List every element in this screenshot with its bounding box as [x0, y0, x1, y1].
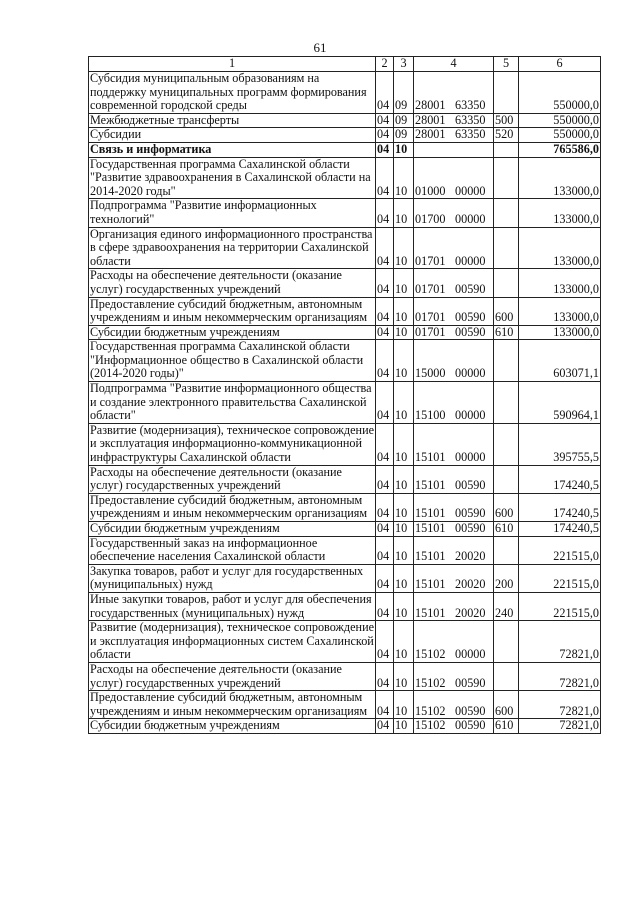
expense-type-cell: 610	[494, 325, 519, 340]
row-name-cell: Субсидии бюджетным учреждениям	[89, 325, 376, 340]
table-row	[89, 325, 601, 340]
row-name-cell: Иные закупки товаров, работ и услуг для обеспечения государственных (муниципальных) нужд	[89, 592, 376, 620]
amount-cell: 174240,5	[519, 522, 601, 537]
table-row	[89, 423, 601, 465]
target-code-part2: 00590	[455, 281, 486, 296]
target-code-part1: 01701	[415, 253, 446, 268]
table-row	[89, 72, 601, 114]
row-name-cell: Подпрограмма "Развитие информационного общества и создание электронного правительства Сахалинской области"	[89, 382, 376, 424]
subsection-code-cell: 10	[394, 536, 414, 564]
page-number: 61	[313, 40, 327, 55]
table-row	[89, 157, 601, 199]
amount-cell: 221515,0	[519, 592, 601, 620]
section-code-cell: 04	[376, 72, 394, 114]
amount-cell: 72821,0	[519, 621, 601, 663]
table-row	[89, 269, 601, 297]
amount-cell: 133000,0	[519, 325, 601, 340]
expense-type-cell: 500	[494, 113, 519, 128]
table-row	[89, 297, 601, 325]
target-code-part2: 00590	[455, 675, 486, 690]
target-code-cell	[414, 423, 494, 465]
subsection-code-cell: 10	[394, 522, 414, 537]
table-row	[89, 522, 601, 537]
column-header: 3	[394, 57, 414, 72]
target-code-part2: 00000	[455, 253, 486, 268]
target-code-part1: 15100	[415, 408, 446, 423]
expense-type-cell	[494, 465, 519, 493]
expense-type-cell	[494, 423, 519, 465]
table-row	[89, 592, 601, 620]
subsection-code-cell: 10	[394, 382, 414, 424]
table-row	[89, 340, 601, 382]
amount-cell: 603071,1	[519, 340, 601, 382]
budget-table-body	[89, 57, 601, 734]
target-code-part2: 00590	[455, 325, 486, 339]
subsection-code-cell: 10	[394, 227, 414, 269]
amount-cell: 550000,0	[519, 128, 601, 143]
section-code-cell: 04	[376, 465, 394, 493]
expense-type-cell	[494, 621, 519, 663]
table-row	[89, 719, 601, 734]
amount-cell: 765586,0	[519, 142, 601, 157]
row-name-cell: Расходы на обеспечение деятельности (оказание услуг) государственных учреждений	[89, 662, 376, 690]
table-row	[89, 382, 601, 424]
column-header: 4	[414, 57, 494, 72]
subsection-code-cell: 09	[394, 113, 414, 128]
target-code-part2: 00000	[455, 366, 486, 381]
target-code-part1: 01000	[415, 183, 446, 198]
target-code-cell	[414, 592, 494, 620]
target-code-part1: 01701	[415, 325, 446, 339]
row-name-cell: Субсидия муниципальным образованиям на поддержку муниципальных программ формирования современной городской среды	[89, 72, 376, 114]
table-row	[89, 227, 601, 269]
target-code-part2: 20020	[455, 605, 486, 620]
target-code-part1: 15101	[415, 605, 446, 620]
section-code-cell: 04	[376, 662, 394, 690]
target-code-cell	[414, 621, 494, 663]
table-row	[89, 142, 601, 157]
amount-cell: 395755,5	[519, 423, 601, 465]
row-name-cell: Субсидии	[89, 128, 376, 143]
row-name-cell: Организация единого информационного пространства в сфере здравоохранения на территории Сахалинской области	[89, 227, 376, 269]
target-code-cell	[414, 128, 494, 143]
table-row	[89, 465, 601, 493]
section-code-cell: 04	[376, 157, 394, 199]
row-name-cell: Развитие (модернизация), техническое сопровождение и эксплуатация информационных систем Сахалинской области	[90, 620, 374, 662]
section-code-cell: 04	[376, 564, 394, 592]
target-code-part1: 15101	[415, 450, 446, 465]
table-row	[89, 536, 601, 564]
row-name-cell: Расходы на обеспечение деятельности (оказание услуг) государственных учреждений	[89, 269, 376, 297]
target-code-part1: 01700	[415, 211, 446, 226]
section-code-cell: 04	[376, 128, 394, 143]
target-code-part1: 15101	[415, 521, 446, 535]
table-row	[89, 564, 601, 592]
target-code-cell	[414, 662, 494, 690]
expense-type-cell	[494, 157, 519, 199]
target-code-cell	[414, 72, 494, 114]
column-header-row	[89, 57, 601, 72]
expense-type-cell: 610	[494, 522, 519, 537]
expense-type-cell: 200	[494, 564, 519, 592]
target-code-part2: 20020	[455, 577, 486, 592]
subsection-code-cell: 10	[394, 564, 414, 592]
target-code-cell	[414, 522, 494, 537]
row-name-cell: Подпрограмма "Развитие информационных технологий"	[89, 199, 376, 227]
target-code-part2: 00000	[455, 450, 486, 465]
section-code-cell: 04	[376, 269, 394, 297]
target-code-cell	[414, 691, 494, 719]
section-code-cell: 04	[376, 522, 394, 537]
target-code-cell	[414, 113, 494, 128]
target-code-part1: 28001	[415, 113, 446, 127]
target-code-part1: 01701	[415, 310, 446, 325]
subsection-code-cell: 10	[394, 465, 414, 493]
target-code-part1: 15000	[415, 366, 446, 381]
expense-type-cell: 520	[494, 128, 519, 143]
subsection-code-cell: 10	[394, 157, 414, 199]
section-code-cell: 04	[376, 621, 394, 663]
column-header: 2	[376, 57, 394, 72]
target-code-cell	[414, 465, 494, 493]
expense-type-cell	[494, 662, 519, 690]
section-code-cell: 04	[376, 493, 394, 521]
section-code-cell: 04	[376, 691, 394, 719]
target-code-part1: 15101	[415, 478, 446, 493]
target-code-part2: 00000	[455, 183, 486, 198]
subsection-code-cell: 10	[394, 199, 414, 227]
row-name-cell: Расходы на обеспечение деятельности (оказание услуг) государственных учреждений	[89, 465, 376, 493]
column-header: 5	[494, 57, 519, 72]
subsection-code-cell: 09	[394, 72, 414, 114]
row-name-cell: Государственный заказ на информационное обеспечение населения Сахалинской области	[89, 536, 376, 564]
table-row	[89, 199, 601, 227]
expense-type-cell: 600	[494, 493, 519, 521]
table-row	[89, 493, 601, 521]
table-row	[89, 662, 601, 690]
amount-cell: 221515,0	[519, 536, 601, 564]
section-code-cell: 04	[376, 423, 394, 465]
target-code-part2: 63350	[455, 113, 486, 127]
expense-type-cell	[494, 382, 519, 424]
amount-cell: 72821,0	[519, 691, 601, 719]
target-code-part2: 20020	[455, 549, 486, 564]
section-code-cell: 04	[376, 142, 394, 157]
section-code-cell: 04	[376, 719, 394, 734]
amount-cell: 221515,0	[519, 564, 601, 592]
expense-type-cell	[494, 199, 519, 227]
row-name-cell: Субсидии бюджетным учреждениям	[89, 719, 376, 734]
expense-type-cell	[494, 72, 519, 114]
target-code-cell	[414, 493, 494, 521]
expense-type-cell: 600	[494, 297, 519, 325]
subsection-code-cell: 10	[394, 621, 414, 663]
row-name-cell: Связь и информатика	[89, 142, 376, 157]
target-code-part1: 15101	[415, 577, 446, 592]
target-code-part1: 28001	[415, 98, 446, 113]
target-code-part1: 15102	[415, 647, 446, 662]
row-name-cell: Развитие (модернизация), техническое сопровождение и эксплуатация информационно-коммуникационной инфраструктуры Сахалинской области	[90, 423, 374, 465]
amount-cell: 133000,0	[519, 269, 601, 297]
target-code-part2: 00590	[455, 718, 486, 733]
target-code-cell	[414, 199, 494, 227]
target-code-part1: 15101	[415, 506, 446, 521]
expense-type-cell	[494, 269, 519, 297]
target-code-cell	[414, 564, 494, 592]
section-code-cell: 04	[376, 227, 394, 269]
amount-cell: 550000,0	[519, 113, 601, 128]
amount-cell: 133000,0	[519, 297, 601, 325]
amount-cell: 550000,0	[519, 72, 601, 114]
row-name-cell: Предоставление субсидий бюджетным, автономным учреждениям и иным некоммерческим организациям	[89, 691, 376, 719]
expense-type-cell: 240	[494, 592, 519, 620]
section-code-cell: 04	[376, 340, 394, 382]
subsection-code-cell: 10	[394, 691, 414, 719]
subsection-code-cell: 10	[394, 340, 414, 382]
expense-type-cell: 600	[494, 691, 519, 719]
row-name-cell: Предоставление субсидий бюджетным, автономным учреждениям и иным некоммерческим организациям	[89, 297, 376, 325]
expense-type-cell	[494, 340, 519, 382]
expense-type-cell	[494, 536, 519, 564]
target-code-part2: 00590	[455, 506, 486, 521]
target-code-part1: 15102	[415, 718, 446, 733]
section-code-cell: 04	[376, 592, 394, 620]
budget-table	[88, 56, 601, 734]
amount-cell: 133000,0	[519, 199, 601, 227]
target-code-part2: 00590	[455, 521, 486, 535]
table-row	[89, 128, 601, 143]
target-code-part1: 28001	[415, 127, 446, 142]
target-code-part2: 00000	[455, 647, 486, 662]
target-code-cell	[414, 297, 494, 325]
target-code-cell	[414, 142, 494, 157]
subsection-code-cell: 10	[394, 662, 414, 690]
target-code-part2: 63350	[455, 127, 486, 142]
section-code-cell: 04	[376, 382, 394, 424]
amount-cell: 590964,1	[519, 382, 601, 424]
target-code-part2: 00590	[455, 478, 486, 493]
subsection-code-cell: 10	[394, 297, 414, 325]
subsection-code-cell: 10	[394, 325, 414, 340]
section-code-cell: 04	[376, 113, 394, 128]
column-header: 1	[89, 57, 376, 72]
target-code-part2: 00590	[455, 310, 486, 325]
amount-cell: 174240,5	[519, 493, 601, 521]
target-code-part2: 00000	[455, 408, 486, 423]
target-code-cell	[414, 325, 494, 340]
subsection-code-cell: 10	[394, 423, 414, 465]
row-name-cell: Государственная программа Сахалинской области "Информационное общество в Сахалинской области (2014-2020 годы)"	[89, 340, 376, 382]
column-header: 6	[519, 57, 601, 72]
subsection-code-cell: 10	[394, 592, 414, 620]
subsection-code-cell: 10	[394, 493, 414, 521]
subsection-code-cell: 09	[394, 128, 414, 143]
row-name-cell: Государственная программа Сахалинской области "Развитие здравоохранения в Сахалинской области на 2014-2020 годы"	[89, 157, 376, 199]
subsection-code-cell: 10	[394, 142, 414, 157]
amount-cell: 72821,0	[519, 719, 601, 734]
amount-cell: 174240,5	[519, 465, 601, 493]
section-code-cell: 04	[376, 536, 394, 564]
amount-cell: 133000,0	[519, 227, 601, 269]
target-code-part2: 00000	[455, 211, 486, 226]
row-name-cell: Субсидии бюджетным учреждениям	[89, 522, 376, 537]
subsection-code-cell: 10	[394, 269, 414, 297]
target-code-part1: 15102	[415, 675, 446, 690]
amount-cell: 72821,0	[519, 662, 601, 690]
target-code-cell	[414, 269, 494, 297]
row-name-cell: Межбюджетные трансферты	[89, 113, 376, 128]
target-code-part2: 00590	[455, 703, 486, 718]
table-row	[89, 621, 601, 663]
expense-type-cell	[494, 142, 519, 157]
target-code-cell	[414, 536, 494, 564]
target-code-part2: 63350	[455, 98, 486, 113]
expense-type-cell	[494, 227, 519, 269]
target-code-part1: 15101	[415, 549, 446, 564]
section-code-cell: 04	[376, 297, 394, 325]
amount-cell: 133000,0	[519, 157, 601, 199]
target-code-cell	[414, 340, 494, 382]
target-code-cell	[414, 157, 494, 199]
target-code-cell	[414, 227, 494, 269]
row-name-cell: Предоставление субсидий бюджетным, автономным учреждениям и иным некоммерческим организациям	[89, 493, 376, 521]
subsection-code-cell: 10	[394, 719, 414, 734]
section-code-cell: 04	[376, 199, 394, 227]
target-code-cell	[414, 382, 494, 424]
target-code-cell	[414, 719, 494, 734]
table-row	[89, 691, 601, 719]
section-code-cell: 04	[376, 325, 394, 340]
expense-type-cell: 610	[494, 719, 519, 734]
target-code-part1: 15102	[415, 703, 446, 718]
target-code-part1: 01701	[415, 281, 446, 296]
row-name-cell: Закупка товаров, работ и услуг для государственных (муниципальных) нужд	[89, 564, 376, 592]
table-row	[89, 113, 601, 128]
